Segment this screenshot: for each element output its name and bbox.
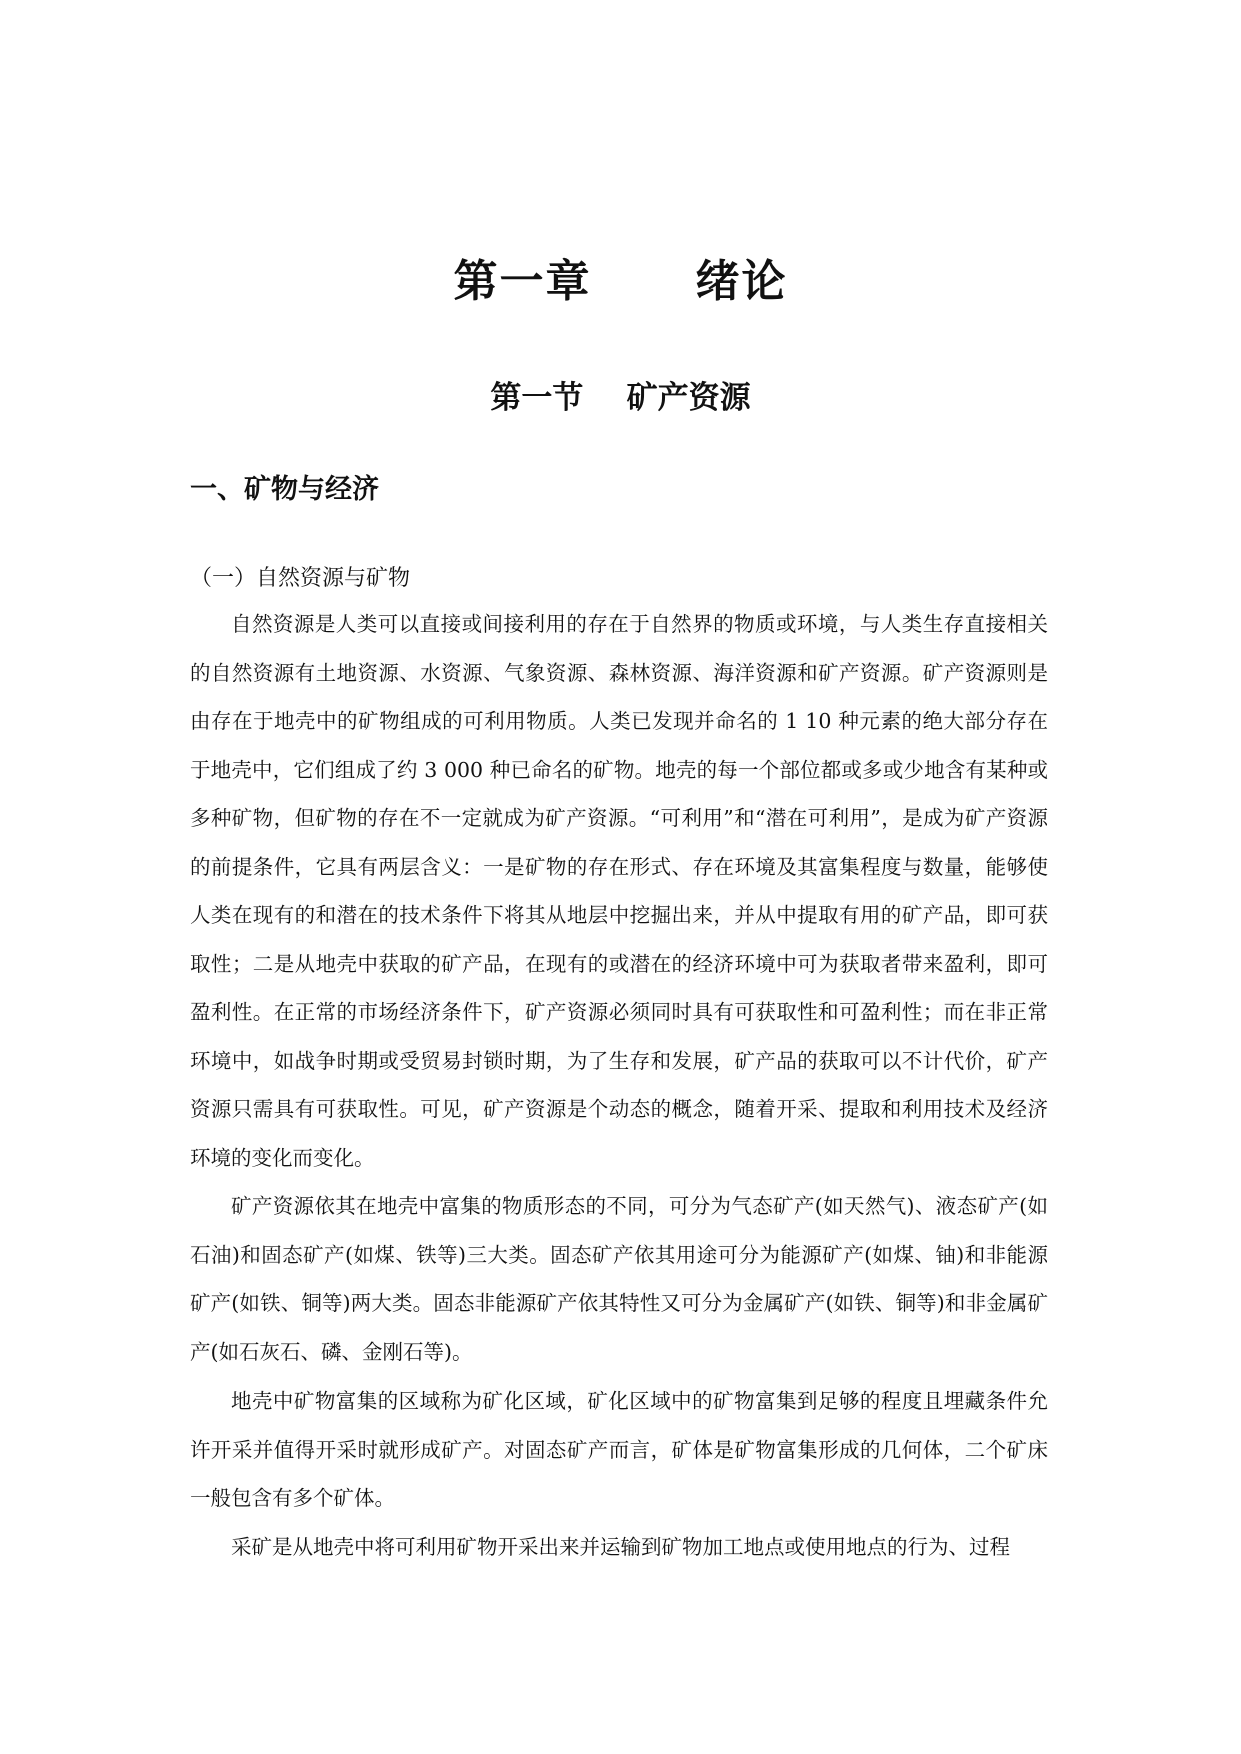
paragraph-text: 采矿是从地壳中将可利用矿物开采出来并运输到矿物加工地点或使用地点的行为、过程 [231, 1535, 1010, 1559]
section-title: 第一节 矿产资源 [490, 380, 751, 416]
paragraph-ore-deposit [190, 1377, 1048, 1523]
paragraph-mining-definition [190, 1523, 1048, 1572]
subsubsection-title: （一）自然资源与矿物 [190, 566, 411, 591]
paragraph-text: 矿产资源依其在地壳中富集的物质形态的不同，可分为气态矿产(如天然气)、液态矿产(如石油)和固态矿产(如煤、铁等)三大类。固态矿产依其用途可分为能源矿产(如煤、铀)和非能源矿产(如铁、铜等)两大类。固态非能源矿产依其特性又可分为金属矿产(如铁、铜等)和非金属矿产(如石灰石、磷、金刚石等)。 [190, 1194, 1048, 1364]
paragraph-text: 地壳中矿物富集的区域称为矿化区域，矿化区域中的矿物富集到足够的程度且埋藏条件允许开采并值得开采时就形成矿产。对固态矿产而言，矿体是矿物富集形成的几何体，二个矿床一般包含有多个矿体。 [190, 1389, 1048, 1510]
subsection-title: 一、矿物与经济 [190, 474, 379, 505]
chapter-title: 第一章 绪论 [453, 256, 788, 307]
paragraph-text: 自然资源是人类可以直接或间接利用的存在于自然界的物质或环境，与人类生存直接相关的自然资源有土地资源、水资源、气象资源、森林资源、海洋资源和矿产资源。矿产资源则是由存在于地壳中的矿物组成的可利用物质。人类已发现并命名的 1 10 种元素的绝大部分存在于地壳中，它们组成了约 3 000 种已命名的矿物。地壳的每一个部位都或多或少地含有某种或多种矿物，但矿物的存在不一定就成为矿产资源。“可利用”和“潜在可利用”，是成为矿产资源的前提条件，它具有两层含义：一是矿物的存在形式、存在环境及其富集程度与数量，能够使人类在现有的和潜在的技术条件下将其从地层中挖掘出来，并从中提取有用的矿产品，即可获取性；二是从地壳中获取的矿产品，在现有的或潜在的经济环境中可为获取者带来盈利，即可盈利性。在正常的市场经济条件下，矿产资源必须同时具有可获取性和可盈利性；而在非正常环境中，如战争时期或受贸易封锁时期，为了生存和发展，矿产品的获取可以不计代价，矿产资源只需具有可获取性。可见，矿产资源是个动态的概念，随着开采、提取和利用技术及经济环境的变化而变化。 [190, 612, 1048, 1170]
paragraph-natural-resources [190, 600, 1048, 1182]
paragraph-mineral-classification [190, 1182, 1048, 1376]
